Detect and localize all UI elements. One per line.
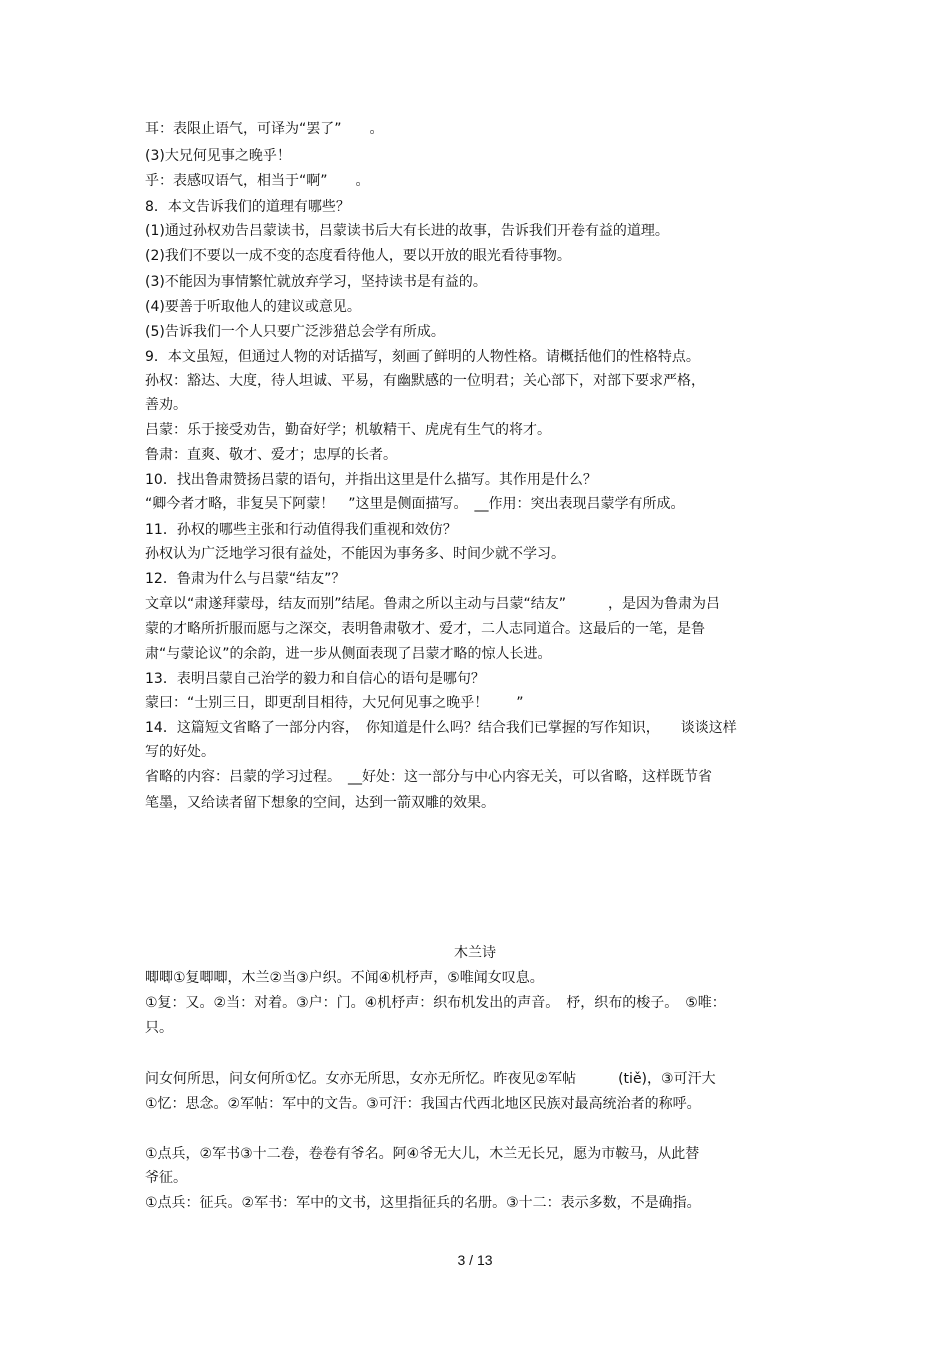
text-line: (3)不能因为事情繁忙就放弃学习，坚持读书是有益的。 [145,274,487,290]
question-14: 14．这篇短文省略了一部分内容， 你知道是什么吗？结合我们已掌握的写作知识， 谈谈这样 [145,720,737,736]
annotation-line: 只。 [145,1020,173,1036]
poem-line: 唧唧①复唧唧，木兰②当③户织。不闻④机杼声，⑤唯闻女叹息。 [145,970,544,986]
text-line: “卿今者才略，非复吴下阿蒙！ ”这里是侧面描写。 __作用：突出表现吕蒙学有所成。 [145,496,685,512]
text-line: 乎：表感叹语气，相当于“啊” 。 [145,173,370,189]
question-11: 11．孙权的哪些主张和行动值得我们重视和效仿？ [145,522,457,538]
text-line: 文章以“肃遂拜蒙母，结友而别”结尾。鲁肃之所以主动与吕蒙“结友” ，是因为鲁肃为吕 [145,596,721,612]
text-line: 鲁肃：直爽、敬才、爱才；忠厚的长者。 [145,447,397,463]
text-line: 孙权认为广泛地学习很有益处，不能因为事务多、时间少就不学习。 [145,546,565,562]
annotation-line: ①点兵：征兵。②军书：军中的文书，这里指征兵的名册。③十二：表示多数，不是确指。 [145,1195,701,1211]
poem-line: 爷征。 [145,1170,187,1186]
question-10: 10．找出鲁肃赞扬吕蒙的语句，并指出这里是什么描写。其作用是什么？ [145,472,597,488]
annotation-line: ①忆：思念。②军帖：军中的文告。③可汗：我国古代西北地区民族对最高统治者的称呼。 [145,1096,701,1112]
text-line: 善劝。 [145,397,187,413]
text-line: 笔墨，又给读者留下想象的空间，达到一箭双雕的效果。 [145,795,495,811]
question-9: 9．本文虽短，但通过人物的对话描写，刻画了鲜明的人物性格。请概括他们的性格特点。 [145,349,700,365]
text-line: 写的好处。 [145,744,215,760]
text-line: (3)大兄何见事之晚乎！ [145,148,291,164]
text-line: 孙权：豁达、大度，待人坦诚、平易，有幽默感的一位明君；关心部下，对部下要求严格， [145,373,705,389]
text-line: (2)我们不要以一成不变的态度看待他人，要以开放的眼光看待事物。 [145,248,571,264]
text-line: 吕蒙：乐于接受劝告，勤奋好学；机敏精干、虎虎有生气的将才。 [145,422,551,438]
poem-line: 问女何所思，问女何所①忆。女亦无所思，女亦无所忆。昨夜见②军帖 (tiě)，③可汗大 [145,1071,716,1087]
text-line: (4)要善于听取他人的建议或意见。 [145,299,361,315]
text-line: 蒙的才略所折服而愿与之深交，表明鲁肃敬才、爱才，二人志同道合。这最后的一笔，是鲁 [145,621,705,637]
text-line: 肃“与蒙论议”的余韵，进一步从侧面表现了吕蒙才略的惊人长进。 [145,646,552,662]
question-12: 12．鲁肃为什么与吕蒙“结友”？ [145,571,346,587]
text-line: 省略的内容：吕蒙的学习过程。 __好处：这一部分与中心内容无关，可以省略，这样既节省 [145,769,712,785]
question-8: 8．本文告诉我们的道理有哪些？ [145,199,350,215]
text-line: 耳：表限止语气，可译为“罢了” 。 [145,121,384,137]
question-13: 13．表明吕蒙自己治学的毅力和自信心的语句是哪句？ [145,671,485,687]
annotation-line: ①复：又。②当：对着。③户：门。④机杼声：织布机发出的声音。 杼，织布的梭子。 ⑤唯： [145,995,726,1011]
section-title: 木兰诗 [454,945,496,961]
page-number: 3 / 13 [457,1252,493,1268]
text-line: 蒙曰：“士别三日，即更刮目相待，大兄何见事之晚乎！ ” [145,695,524,711]
text-line: (1)通过孙权劝告吕蒙读书，吕蒙读书后大有长进的故事，告诉我们开卷有益的道理。 [145,223,669,239]
poem-line: ①点兵，②军书③十二卷，卷卷有爷名。阿④爷无大儿，木兰无长兄，愿为市鞍马，从此替 [145,1146,700,1162]
text-line: (5)告诉我们一个人只要广泛涉猎总会学有所成。 [145,324,445,340]
